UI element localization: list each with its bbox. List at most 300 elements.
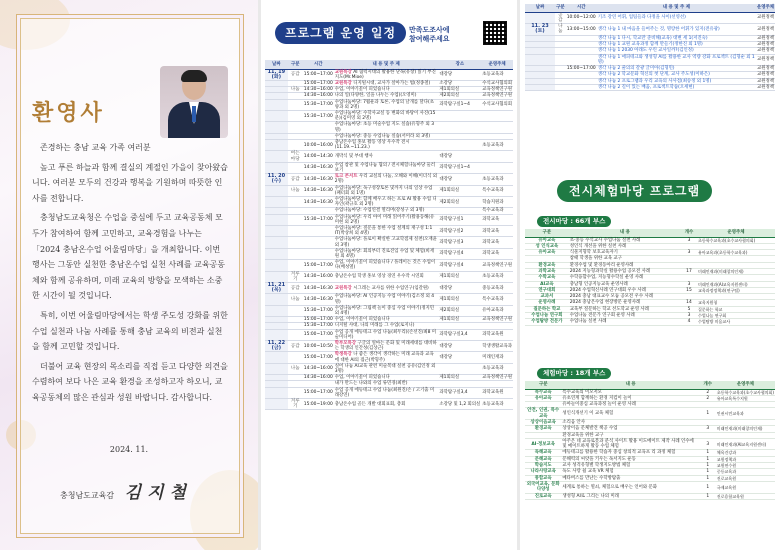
org-cell: 진로교육원 <box>716 475 775 481</box>
count-cell: 1 <box>700 469 716 475</box>
org-cell: 교원정책 <box>757 72 774 78</box>
column-header: 구분 <box>525 381 561 389</box>
group-cell: 나눔 <box>288 87 303 93</box>
field-cell: 유아교육 <box>525 395 561 401</box>
date-cell <box>265 387 288 398</box>
table-row <box>265 162 513 173</box>
group-cell: 겨루기 <box>288 399 303 410</box>
field-cell: 성 인식교육 <box>525 243 569 249</box>
org-cell: 특수교육과 <box>481 208 513 214</box>
place-cell: 과학탐구실3,4 <box>438 329 481 340</box>
group-cell <box>288 248 303 259</box>
time-cell: 15:00~17:00 <box>303 80 333 86</box>
org-cell: 중등교육과 <box>481 283 513 294</box>
program-tag: 교원특강 <box>334 69 354 75</box>
count-cell: 1 <box>700 456 716 462</box>
signature <box>60 478 192 503</box>
table-row <box>265 294 513 305</box>
program-content: 수업 공개 에듀테크 수업 나눔(최두리)(손선진/최8 미술미디어) <box>334 329 437 340</box>
org-cell: 교육과정정책과(연구팀) <box>697 287 775 293</box>
content-cell: 수학융합수업, 지능형수학실 운영 사례 <box>569 275 681 281</box>
table-row <box>265 329 513 340</box>
org-cell <box>481 162 513 173</box>
group-cell: 공감 <box>288 341 303 352</box>
program-content: 수업 공개 에듀테크 수업 나눔(최원진/손 / 고기출 미래강연) <box>334 387 435 398</box>
welcome-paragraph: 특히, 이번 어울림마당에서는 학생 주도성 강화를 위한 수업 실천과 나눔 사례를 통해 충남 교육의 비전과 실천을 함께 고민할 것입니다. <box>32 310 228 352</box>
column-header: 운영주체 <box>757 5 774 11</box>
content-cell: 생각 나눔 1 교원 교육과정 함께 만들기(정한진 외 1명) <box>597 41 756 47</box>
content-cell: 유아놀이중심 교육과정 놀이 운영 사례 <box>561 402 699 408</box>
field-cell: 유아교육 <box>525 237 569 243</box>
group-cell <box>288 225 303 236</box>
content-cell <box>334 237 439 248</box>
content-cell: 교사 성격유형별 학생지도방법 체험 <box>561 463 699 469</box>
org-cell: 교원정책 <box>756 12 775 24</box>
org-cell: 교원정책 <box>757 78 774 84</box>
place-cell: 제1회의실 <box>438 317 481 323</box>
survey-note-line: 만족도조사에 <box>409 26 450 34</box>
schedule-header-row <box>265 60 513 69</box>
column-header: 내 용 및 주 제 <box>334 60 439 69</box>
qr-code-icon[interactable] <box>483 21 507 45</box>
program-content: 수업나눔마당: 플로이 확실한 고교학점제 실천(오재윤 외 3명) <box>334 237 437 248</box>
content-cell <box>334 80 439 86</box>
column-header: 운영주체 <box>481 60 513 69</box>
org-cell: 교육정책연구원 <box>482 375 512 381</box>
date-cell <box>265 110 288 121</box>
org-cell: 미래인재과(미래창의인재) <box>716 426 775 432</box>
time-cell: 14:30~16:30 <box>303 185 334 196</box>
org-cell: 유아교육특수지원 <box>716 395 775 401</box>
column-header: 구분 <box>525 229 569 237</box>
field-cell: AI·정보교육 <box>525 438 561 450</box>
group-cell <box>288 162 303 173</box>
org-cell: 과학교육 <box>481 225 513 236</box>
content-cell <box>334 208 439 214</box>
exhibit-panel <box>521 0 779 550</box>
time-cell: 14:30~16:30 <box>303 283 334 294</box>
content-cell: 생각 나눔 1 2030 아래도 우린 교사일까?(김인정) <box>597 48 756 54</box>
org-cell: 중등교육과 <box>716 469 775 475</box>
place-cell: 제1회의실 <box>438 294 481 305</box>
org-cell: 교원정책 <box>757 66 774 72</box>
time-cell: 10:00~10:50 <box>303 341 334 352</box>
program-content: 수업나눔마당: 중등 수업나눔 실습(서미라 외 3명) <box>334 133 431 139</box>
org-cell: 학생생활교육과 <box>481 341 513 352</box>
field-cell: 교과서 <box>525 294 569 300</box>
count-cell: 4 <box>681 319 697 325</box>
content-cell <box>334 174 439 185</box>
org-cell: 교원정책 <box>756 24 775 36</box>
date-cell: 11. 21 (목) <box>265 283 288 294</box>
program-content: 나 좋은 생각이 생각하는 미래 교육과 교육에 대한 AI의 접근(박형주) <box>334 352 434 363</box>
org-cell: 수업탐방 미음교사 <box>697 319 775 325</box>
group-cell: 나눔 <box>288 185 303 196</box>
table-row <box>265 225 513 236</box>
table-row <box>525 12 775 24</box>
date-cell <box>265 214 288 225</box>
org-cell: 교육정책연구원 <box>482 317 512 323</box>
table-row <box>265 196 513 207</box>
content-cell: 환경수업 및 환경동아리 운영사례 <box>569 262 681 268</box>
program-content: 수업, 이야기꽃이 피었습니다 / 플레이는 것은 수업이다(배성열) <box>334 260 436 271</box>
time-cell: 14:30~16:00 <box>303 375 333 381</box>
time-cell: 15:00~17:00 <box>303 260 334 271</box>
org-cell: 교원연수원 <box>716 463 775 469</box>
table-row <box>525 493 775 499</box>
count-cell: 2 <box>700 389 716 395</box>
time-cell: 15:00~17:00 <box>566 66 596 72</box>
place-cell: 과학탐구실1~4 <box>438 99 481 110</box>
welcome-date: 2024. 11. <box>109 445 149 454</box>
content-cell <box>334 225 439 236</box>
content-cell <box>334 341 439 352</box>
program-content: 우리 교실의 나눔, 오해와 이해(이더식 외 2명) <box>334 174 438 185</box>
column-header: 시간 <box>303 60 334 69</box>
date-cell <box>265 196 288 207</box>
time-cell <box>303 248 334 259</box>
time-cell: 15:30~17:00 <box>303 110 334 121</box>
group-cell: 나눔 <box>288 294 303 305</box>
content-cell <box>334 329 439 340</box>
org-cell <box>481 110 513 121</box>
org-cell: 과학교육원 <box>481 329 513 340</box>
content-cell: 생각 나눔 2 학교문화 혁신의 첫 단계, 교사 주도성(이하은) <box>597 72 756 78</box>
table-row <box>265 185 513 196</box>
table-row <box>525 54 775 66</box>
org-cell: 교원정책 <box>757 85 774 91</box>
count-cell: 17 <box>681 268 697 274</box>
content-cell: 아주온 네 교육로봇과 분석 사이트 활용 이도메이트 제작 사례 인수에 및 메이트하게 활동 수업 체험 <box>561 438 699 450</box>
group-cell: 공감 <box>288 283 303 294</box>
booth-table <box>525 229 775 326</box>
place-cell: 대강당 <box>438 174 481 185</box>
content-cell: 식물지형학 보호교육자기 <box>569 250 681 256</box>
welcome-paragraph: 충청남도교육청은 수업을 중심에 두고 교육공동체 모두가 참여하여 함께 고민하고, 교육경험을 나누는 「2024 충남온수업 어울림마당」을 개최합니다. 이번 행사는 그동안 실천한 충남온수업 실천 사례를 교육공동체와 함께 공유하며, 미래 교육의 방향을 모색하는 소중한 시간이 될 것입니다. <box>32 213 225 301</box>
group-cell: 나눔 <box>288 363 303 374</box>
content-cell: 생각 나눔 2 줄의의 갈광 글미아(김형민) <box>597 66 756 72</box>
place-cell: 제1회의실 <box>438 87 481 93</box>
org-cell: 미래인재과 <box>481 352 513 363</box>
table-row <box>525 408 775 420</box>
content-cell: 메타버스를 만난는 수학방탐출 <box>561 475 699 481</box>
date-cell: 11. 23 (토) <box>525 24 555 36</box>
place-cell: 제1회의실 <box>438 271 481 282</box>
date-cell <box>265 305 288 316</box>
org-cell: 초등교육과 <box>481 363 513 374</box>
program-content: 수업나눔마당: 7월운과 토론, 수업의 날개를 달다(초양과 외 2명) <box>334 99 434 110</box>
content-cell: 참때 학생을 위한 교육 교구 <box>569 256 681 262</box>
content-cell: 문해력의 씨앗을 키우는 독서지도 운동 <box>561 456 699 462</box>
column-header: 시간 <box>566 4 597 12</box>
count-cell: 3 <box>681 237 697 243</box>
content-cell: 생성형 AI로 그리는 나의 미래 <box>561 493 699 499</box>
place-cell: 과학탐구실4 <box>438 248 481 259</box>
date-cell <box>265 122 288 133</box>
program-tag: 교원특강 <box>334 285 354 291</box>
content-cell <box>334 294 439 305</box>
table-row <box>265 399 513 410</box>
org-cell <box>481 151 513 162</box>
field-cell: 외국어교육, 문화다양성 <box>526 481 560 493</box>
welcome-paragraph: 높고 푸른 하늘과 함께 결실의 계절인 가을이 찾아왔습니다. 여러분 모두의 건강과 행복을 기원하며 따뜻한 인사를 전합니다. <box>32 162 228 203</box>
date-cell <box>265 352 288 363</box>
table-row <box>265 214 513 225</box>
table-row <box>265 271 513 282</box>
org-cell: 교원정책과 <box>716 456 775 462</box>
table-row <box>265 352 513 363</box>
count-cell: 1 <box>700 481 716 493</box>
content-cell: 독도 사랑 쉼 교육 VR 체험 <box>561 469 699 475</box>
field-cell: 운영사례 <box>525 300 569 306</box>
group-cell: 겨루기 <box>288 271 303 282</box>
date-cell <box>265 399 288 410</box>
field-cell: 상상이음교육 <box>525 419 561 425</box>
time-cell: 15:30~17:00 <box>303 305 334 316</box>
content-cell <box>334 352 439 363</box>
content-cell: 생각 나눔 2 프로그램과 우리 교육의 사사점(최승정 외 1명) <box>597 78 756 84</box>
table-row <box>265 387 513 398</box>
org-cell: 초등학수교육과(초수교사협의회) <box>697 237 775 243</box>
time-cell <box>303 122 334 133</box>
group-cell: 나눔 <box>555 24 566 36</box>
program-content: 충남온수업 골든 개발 대회표회, 총회 <box>334 401 406 407</box>
group-cell: 공감 <box>555 12 566 24</box>
column-header: 내 용 <box>561 381 699 389</box>
fold-line <box>517 0 520 550</box>
time-cell: 15:00~17:00 <box>303 317 333 323</box>
column-header: 날짜 <box>525 4 555 12</box>
place-cell: 소강당 및 1,2 회의실 <box>438 399 481 410</box>
field-cell: 질문하는 학교 <box>525 306 569 312</box>
content-cell <box>334 271 439 282</box>
time-cell: 14:30~16:30 <box>303 294 334 305</box>
date-cell: 11. 19 (화) <box>265 69 288 80</box>
content-cell: 환경교육을 위한 교구 <box>561 432 699 438</box>
org-cell <box>481 122 513 133</box>
content-cell <box>334 387 439 398</box>
content-cell: 특수교육의 이모저모 <box>561 389 699 395</box>
org-cell: 질문하는 학교 <box>697 306 775 312</box>
field-cell: 통합교육 <box>525 475 561 481</box>
date-cell <box>265 99 288 110</box>
table-row <box>525 438 775 450</box>
place-cell: 제2회의실 <box>438 196 481 207</box>
table-row <box>525 319 775 325</box>
time-cell: 15:30~17:00 <box>303 214 334 225</box>
date-cell <box>265 329 288 340</box>
date-cell <box>265 162 288 173</box>
date-cell <box>265 260 288 271</box>
program-content: 수업나눔마당: 질문을 통한 수업 설계의 재구성 1:1 IT(박상희 외 4명) <box>334 225 433 237</box>
superintendent-photo <box>160 66 228 138</box>
content-cell <box>334 214 439 225</box>
content-cell <box>334 260 439 271</box>
org-cell: 교육정책연구원 <box>482 87 512 93</box>
program-content: 수업나눔마당: 독구성장토론 및까지 나의 일상 수업(패터회 외 1명) <box>334 185 433 196</box>
group-cell <box>288 387 303 398</box>
group-cell <box>288 110 303 121</box>
time-cell: 14:30~16:30 <box>303 162 334 173</box>
signer-name: 김지철 <box>124 483 192 503</box>
count-cell: 3 <box>681 313 697 319</box>
org-cell: 과학교육 <box>481 214 513 225</box>
field-cell: 환경교육 <box>525 262 569 268</box>
welcome-paragraph: 더불어 교육 현장의 목소리를 직접 듣고 다양한 의견을 수렴하여 보다 나은 교육 환경을 조성하고자 하오니, 교육공동체의 많은 관심과 성원 바랍니다. 감사합니다. <box>32 361 228 402</box>
place-cell <box>438 122 481 133</box>
group-cell <box>288 196 303 207</box>
time-cell <box>303 237 334 248</box>
org-cell: 특수교육과 <box>481 185 513 196</box>
count-cell: 1 <box>700 493 716 499</box>
column-header: 날짜 <box>265 60 288 69</box>
group-cell <box>555 85 566 91</box>
group-cell <box>288 329 303 340</box>
place-cell: 제2회의실 <box>438 305 481 316</box>
place-cell: 과학탐구실1~4 <box>438 162 481 173</box>
group-cell <box>555 54 566 66</box>
content-cell: 에듀테크를 활용한 학습자 중심 창의적 교육프 리 과정 체험 <box>561 450 699 456</box>
booth-header-row <box>525 229 775 237</box>
program-content: 실어 나눔 AI교육 관련 미술복대 실천 공유(김인정 외 3명) <box>334 363 436 375</box>
org-cell: 교육정책연구원 <box>482 93 512 99</box>
time-cell: 14:30~16:00 <box>303 93 333 99</box>
schedule-cont-table <box>525 4 775 91</box>
field-cell: 환경교육 <box>525 426 561 432</box>
group-cell <box>288 305 303 316</box>
field-cell: AI교육 <box>525 281 569 287</box>
schedule-cont-header-row <box>525 4 775 12</box>
column-header: 운영주체 <box>716 381 775 389</box>
survey-note <box>409 26 450 44</box>
place-cell <box>438 139 481 150</box>
experience-table <box>525 381 775 500</box>
count-cell: 5 <box>681 306 697 312</box>
table-row <box>265 283 513 294</box>
program-content: 수업, 이야기꽃이 피었습니다 <box>334 87 390 93</box>
group-cell: 공감 <box>288 174 303 185</box>
content-cell <box>334 399 439 410</box>
group-cell <box>288 139 303 150</box>
content-cell: 성인식개선기 이 교육 체험 <box>561 408 699 420</box>
table-row <box>265 305 513 316</box>
table-row <box>265 248 513 259</box>
group-cell: 여는 마당 <box>288 151 303 162</box>
field-cell: 나라사랑교육 <box>525 469 561 475</box>
place-cell: 대강당 <box>438 69 481 80</box>
time-cell: 15:00~17:00 <box>303 69 334 80</box>
content-cell <box>334 283 439 294</box>
content-cell: 소리음 안사 <box>561 419 699 425</box>
table-row <box>525 481 775 493</box>
field-cell: 과학교육 <box>525 268 569 274</box>
program-tag: 토크 콘서트 <box>334 174 360 180</box>
org-cell: 유아교육과(초등학수교육과) <box>697 250 775 256</box>
org-cell: 초등교육과 <box>481 399 513 410</box>
content-cell: 수업나눔 실천 사례 <box>569 319 681 325</box>
count-cell: 1 <box>700 463 716 469</box>
org-cell: 특수교육과 <box>481 294 513 305</box>
table-row <box>265 174 513 185</box>
program-content: 디지털시대, 교사가 살아가는 법(정종철) <box>353 80 431 86</box>
time-cell: 10:00~12:00 <box>566 12 597 24</box>
org-cell: 과학교육원 <box>481 387 513 398</box>
place-cell <box>438 363 481 374</box>
field-cell: 수업탐방 전문가 <box>525 319 569 325</box>
org-cell: 교원정책 <box>757 41 774 47</box>
count-cell: 3 <box>700 438 716 450</box>
org-cell: 초등학수교육과(초수교사협의회) <box>716 389 774 395</box>
date-cell <box>265 185 288 196</box>
content-cell: 생각 나눔 2 길이 있는 배움, 프로젝트학습(오세현) <box>597 85 756 91</box>
org-cell: 유아교육과 <box>481 305 513 316</box>
date-cell: 11. 22 (금) <box>265 341 288 352</box>
place-cell: 과학탐구실3,4 <box>438 387 481 398</box>
content-cell <box>334 248 439 259</box>
program-content: 수업나눔마당: 초등 미술수업 지도 실습(유형주 외 3명) <box>334 122 434 133</box>
program-content: 나의 일(다양한, 일을 나누는 수업)(오영미) <box>334 93 417 99</box>
content-cell <box>334 305 439 316</box>
column-header: 내 용 및 주 제 <box>597 4 756 12</box>
date-cell <box>265 151 288 162</box>
content-cell: 생각 나눔 1 내 마음을 들여주는 것, 명랑한 어휘가 있지(전유광) <box>597 24 756 36</box>
field-cell: 학습지도 <box>525 463 561 469</box>
content-cell <box>334 99 439 110</box>
program-tag: 학부모특강 <box>334 341 358 347</box>
org-cell: 초등교육과 <box>481 139 513 150</box>
date-cell <box>265 225 288 236</box>
program-content: 수업, 이야기꽃이 피었습니다 <box>334 375 390 381</box>
date-cell <box>525 54 555 66</box>
content-cell: 세계로 통하는 열쇠, 체험으로 배우는 언어와 문화 <box>561 481 699 493</box>
schedule-title: 프로그램 운영 일정 <box>275 22 406 44</box>
place-cell: 과학탐구실1 <box>438 214 481 225</box>
count-cell: 2 <box>700 395 716 401</box>
program-content: 개막식 및 부대 행사 <box>334 153 373 159</box>
field-cell: 안전, 인권, 특수교육 <box>525 408 561 420</box>
count-cell: 1 <box>700 408 716 420</box>
schedule-body <box>265 69 513 410</box>
signer-org: 충청남도교육감 <box>60 491 115 500</box>
content-cell <box>334 185 439 196</box>
org-cell: 미래인재과(AI교육지원센터) <box>716 438 775 450</box>
field-cell: 유아교육 <box>525 250 569 256</box>
welcome-letter <box>32 140 230 410</box>
time-cell: 14:30~16:00 <box>303 363 334 374</box>
date-cell: 11. 20 (수) <box>265 174 288 185</box>
program-content: 수업나눔마당: 그림책 놀이 중심 수업 이야기(정지민 외 4명) <box>334 305 435 317</box>
place-cell: 과학탐구실4 <box>438 260 481 271</box>
place-cell: 제1회의실 <box>438 185 481 196</box>
group-cell: 공감 <box>288 69 303 80</box>
experience-header-row <box>525 381 775 389</box>
time-cell: 10:00~16:00 <box>303 139 334 150</box>
date-cell <box>265 363 288 374</box>
time-cell: 15:30~17:00 <box>303 99 334 110</box>
date-cell <box>265 237 288 248</box>
content-cell <box>334 151 439 162</box>
program-content: AI 협력시대의 활용한 난독(유창) 읽기 부진 지도(Mr.Mioe) <box>334 69 436 80</box>
place-cell: 소강당 <box>438 80 481 86</box>
content-cell <box>334 139 439 150</box>
content-cell <box>334 110 439 121</box>
time-cell: 14:30~16:30 <box>303 196 334 207</box>
table-row <box>265 151 513 162</box>
content-cell: 상상이음 문체발견 책공 수업 <box>561 426 699 432</box>
content-cell <box>334 69 439 80</box>
count-cell: 3 <box>681 250 697 256</box>
table-row <box>265 341 513 352</box>
